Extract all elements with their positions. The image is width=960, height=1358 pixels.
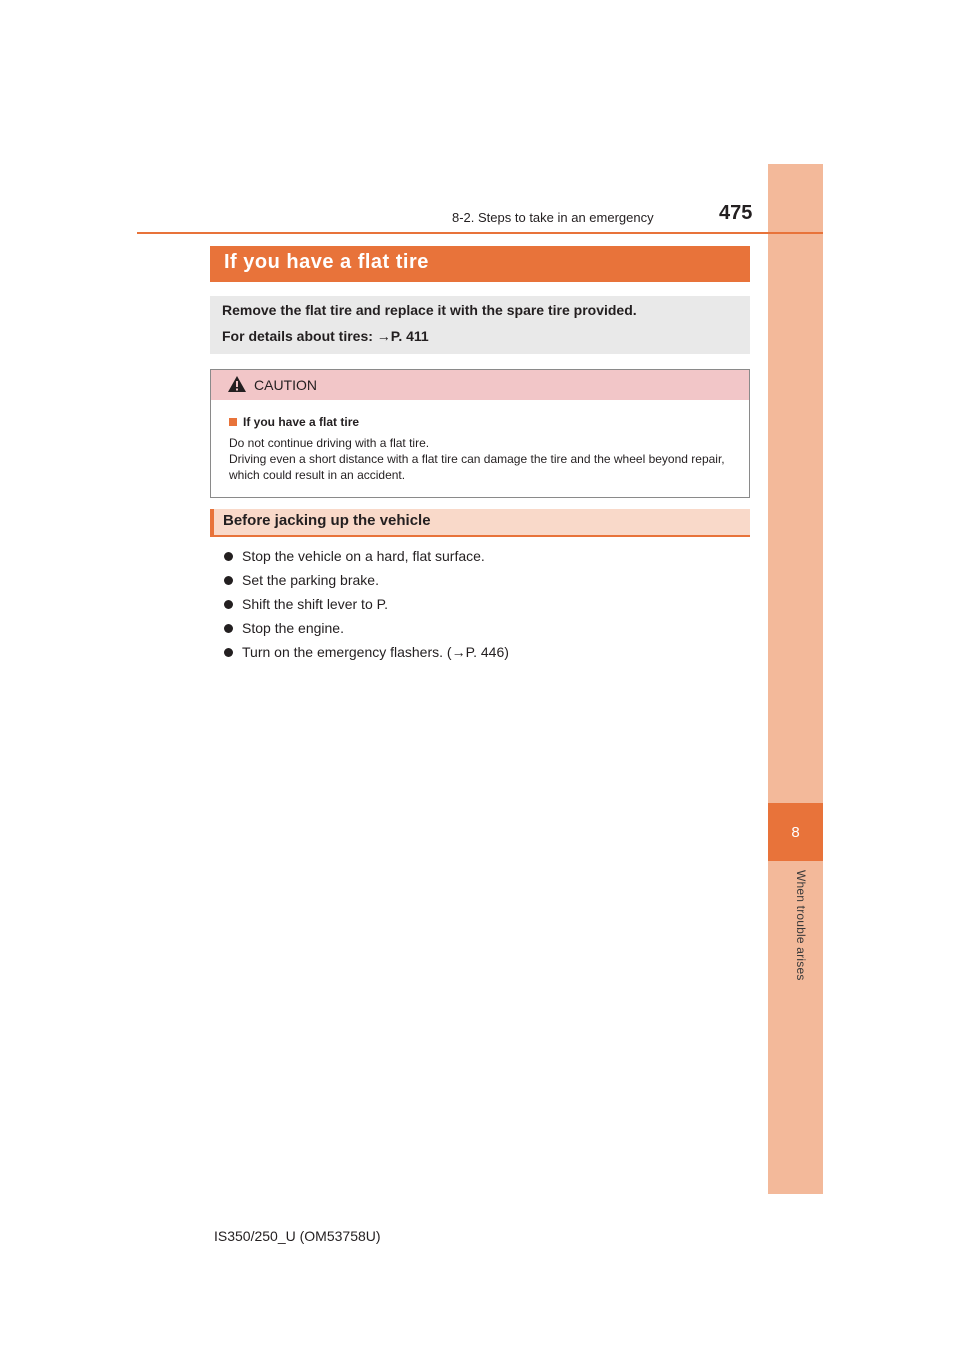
list-item: Stop the vehicle on a hard, flat surface. xyxy=(224,544,509,568)
list-item: Shift the shift lever to P. xyxy=(224,592,509,616)
header-rule xyxy=(137,232,823,234)
caution-line-2: Driving even a short distance with a flat tire can damage the tire and the wheel beyond repair, which could result in an accident. xyxy=(229,452,725,482)
list-item: Stop the engine. xyxy=(224,616,509,640)
chapter-tab xyxy=(768,164,823,1194)
square-bullet-icon xyxy=(229,418,237,426)
subsection-title: Before jacking up the vehicle xyxy=(223,512,431,529)
intro-line-2[interactable]: For details about tires: →P. 411 xyxy=(222,328,429,344)
footer-model: IS350/250_U (OM53758U) xyxy=(214,1228,381,1244)
bullet-icon xyxy=(224,648,233,657)
warning-icon xyxy=(228,376,246,392)
page-number: 475 xyxy=(719,202,753,224)
bullet-icon xyxy=(224,624,233,633)
caution-header xyxy=(211,370,749,400)
caution-box xyxy=(210,369,750,498)
bullet-icon xyxy=(224,576,233,585)
bullet-list xyxy=(224,544,509,664)
caution-body xyxy=(229,435,741,483)
caution-subhead xyxy=(229,415,359,429)
page-title: If you have a flat tire xyxy=(224,251,429,273)
caution-subhead-text: If you have a flat tire xyxy=(243,415,360,429)
chapter-number: 8 xyxy=(768,803,823,861)
caution-title: CAUTION xyxy=(254,377,317,393)
bullet-icon xyxy=(224,552,233,561)
subsection-bar xyxy=(210,509,750,537)
header-section: 8-2. Steps to take in an emergency xyxy=(452,210,654,225)
chapter-label: When trouble arises xyxy=(794,870,808,981)
intro-line-1: Remove the flat tire and replace it with the spare tire provided. xyxy=(222,302,637,318)
bullet-icon xyxy=(224,600,233,609)
caution-line-1: Do not continue driving with a flat tire. xyxy=(229,436,430,450)
page-title-bar xyxy=(210,246,750,282)
list-item: Set the parking brake. xyxy=(224,568,509,592)
list-item: Turn on the emergency flashers. (→P. 446) xyxy=(224,640,509,664)
intro-box xyxy=(210,296,750,354)
